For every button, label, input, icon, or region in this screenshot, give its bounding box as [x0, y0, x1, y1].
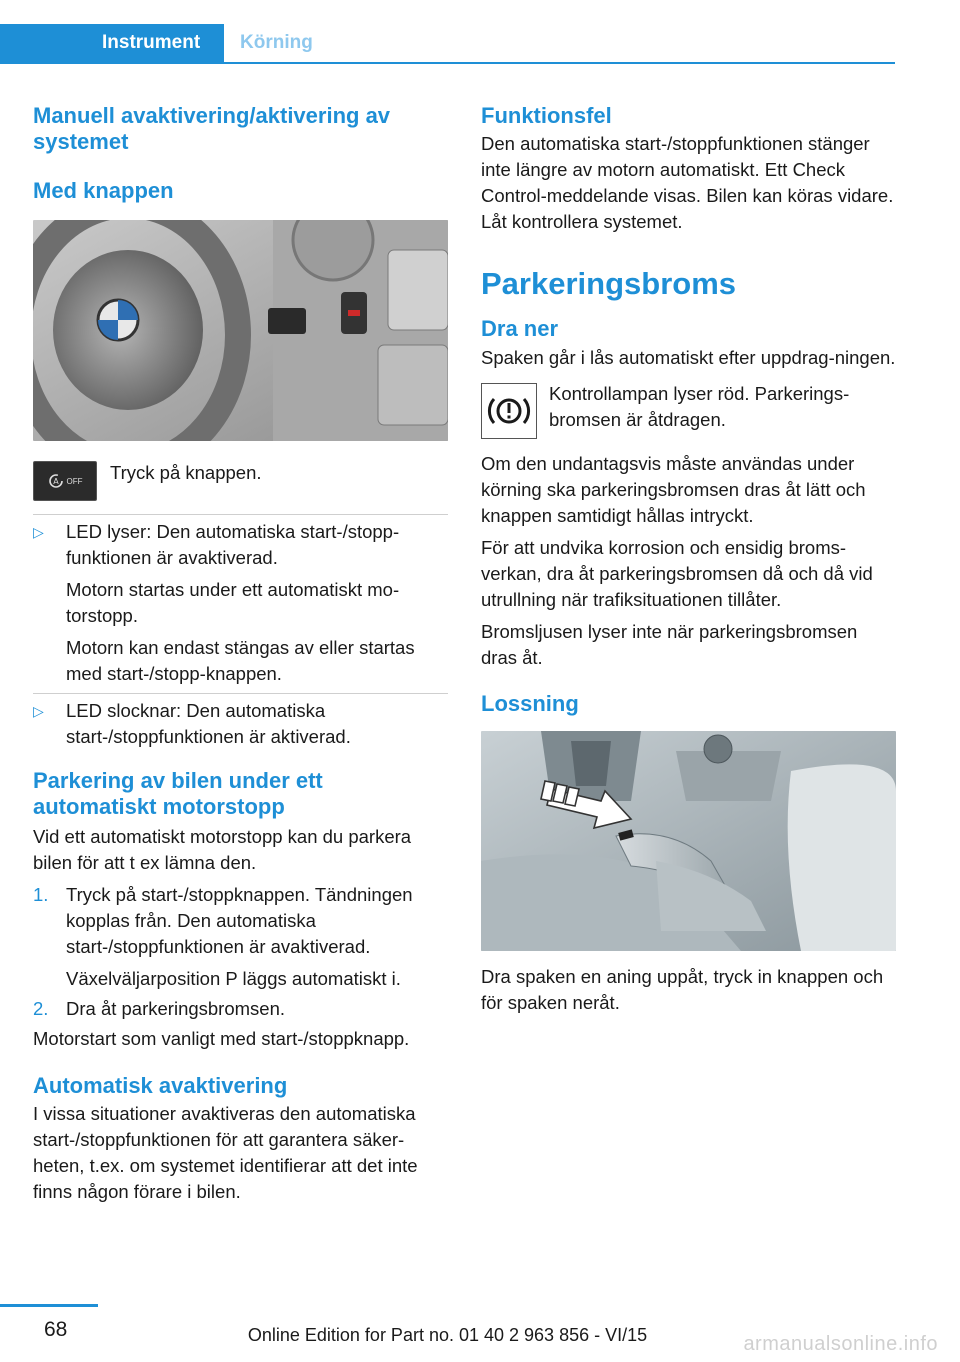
button-instruction-text: Tryck på knappen. — [110, 462, 262, 483]
tab-korning[interactable]: Körning — [240, 32, 313, 53]
led-status-list — [33, 519, 448, 750]
heading-parking-brake: Parkeringsbroms — [481, 266, 736, 301]
button-icon-off-text: OFF — [66, 476, 83, 486]
list-item-line: Motorn startas under ett automatiskt mo-torstopp. — [66, 579, 400, 626]
auto-start-stop-button-icon — [33, 461, 97, 501]
page-number: 68 — [44, 1318, 68, 1341]
restart-text: Motorstart som vanligt med start-/stoppknapp. — [33, 1028, 410, 1049]
steering-wheel-photo — [33, 220, 448, 441]
chapter-tabs — [0, 24, 895, 64]
heading-manual-deactivation: Manuell avaktivering/aktivering av systemet — [33, 103, 391, 154]
divider — [33, 693, 448, 694]
release-instruction-text: Dra spaken en aning uppåt, tryck in knappen och för spaken neråt. — [481, 966, 884, 1013]
step-number: 2. — [33, 998, 49, 1019]
list-item — [33, 698, 448, 750]
divider — [33, 514, 448, 515]
right-column — [481, 100, 896, 1016]
step-text: Tryck på start-/stoppknappen. Tändningen kopplas från. Den automatiska start-/stoppfunktionen är avaktiverad. — [66, 884, 413, 957]
brake-warning-symbol-icon — [487, 394, 531, 428]
step-item — [33, 996, 448, 1022]
malfunction-text: Den automatiska start-/stoppfunktionen stänger inte längre av motorn automatiskt. Ett Check Control-meddelande visas. Bilen kan köras vidare. Låt kontrollera systemet. — [481, 133, 894, 232]
parking-brake-para-1: Om den undantagsvis måste användas under körning ska parkeringsbromsen dras åt lätt och knappen samtidigt hållas intryckt. — [481, 453, 866, 526]
svg-text:A: A — [52, 477, 59, 486]
heading-release: Lossning — [481, 691, 579, 716]
auto-deactivation-text: I vissa situationer avaktiveras den automatiska start-/stoppfunktionen för att garantera säker-heten, t.ex. om systemet identifierar att det inte finns någon förare i bilen. — [33, 1103, 418, 1202]
triangle-bullet-icon: ▷ — [33, 524, 44, 540]
warning-lamp-text: Kontrollampan lyser röd. Parkerings-bromsen är åtdragen. — [549, 383, 850, 430]
triangle-bullet-icon: ▷ — [33, 703, 44, 719]
heading-with-button: Med knappen — [33, 178, 174, 203]
parking-brake-lever-photo — [481, 731, 896, 951]
step-text: Dra åt parkeringsbromsen. — [66, 998, 286, 1019]
parking-brake-para-3: Bromsljusen lyser inte när parkeringsbromsen dras åt. — [481, 621, 858, 668]
footer-accent-line — [0, 1304, 98, 1307]
list-item-line: Motorn kan endast stängas av eller startas med start-/stopp-knappen. — [66, 637, 415, 684]
parking-intro-text: Vid ett automatiskt motorstopp kan du parkera bilen för att t ex lämna den. — [33, 826, 412, 873]
parking-brake-para-2: För att undvika korrosion och ensidig broms-verkan, dra åt parkeringsbromsen då och då vid utrullning när trafiksituationen tillåter. — [481, 537, 873, 610]
parking-brake-warning-icon — [481, 383, 537, 439]
heading-malfunction: Funktionsfel — [481, 103, 612, 128]
parking-brake-illustration — [481, 731, 896, 951]
left-column — [33, 100, 448, 1205]
button-instruction-row — [33, 461, 448, 501]
heading-pull-down: Dra ner — [481, 316, 559, 341]
list-item — [33, 519, 448, 687]
heading-parking-during-stop: Parkering av bilen under ett automatiskt motorstopp — [33, 768, 323, 819]
step-item — [33, 882, 448, 992]
parking-steps-list — [33, 882, 448, 1022]
warning-lamp-row — [481, 383, 896, 439]
auto-start-stop-symbol-icon — [48, 473, 64, 489]
pull-text: Spaken går i lås automatiskt efter uppdrag-ningen. — [481, 347, 896, 368]
tab-instrument-label: Instrument — [102, 32, 201, 53]
step-number: 1. — [33, 884, 49, 905]
watermark-text: armanualsonline.info — [743, 1333, 938, 1355]
tab-instrument[interactable] — [0, 24, 224, 62]
step-subtext: Växelväljarposition P läggs automatiskt i. — [66, 968, 401, 989]
steering-wheel-illustration — [33, 220, 448, 441]
list-item-line: LED slocknar: Den automatiska start-/stoppfunktionen är aktiverad. — [66, 700, 351, 747]
heading-automatic-deactivation: Automatisk avaktivering — [33, 1073, 288, 1098]
edition-footer: Online Edition for Part no. 01 40 2 963 856 - VI/15 — [247, 1325, 648, 1345]
list-item-line: LED lyser: Den automatiska start-/stopp-funktionen är avaktiverad. — [66, 521, 400, 568]
